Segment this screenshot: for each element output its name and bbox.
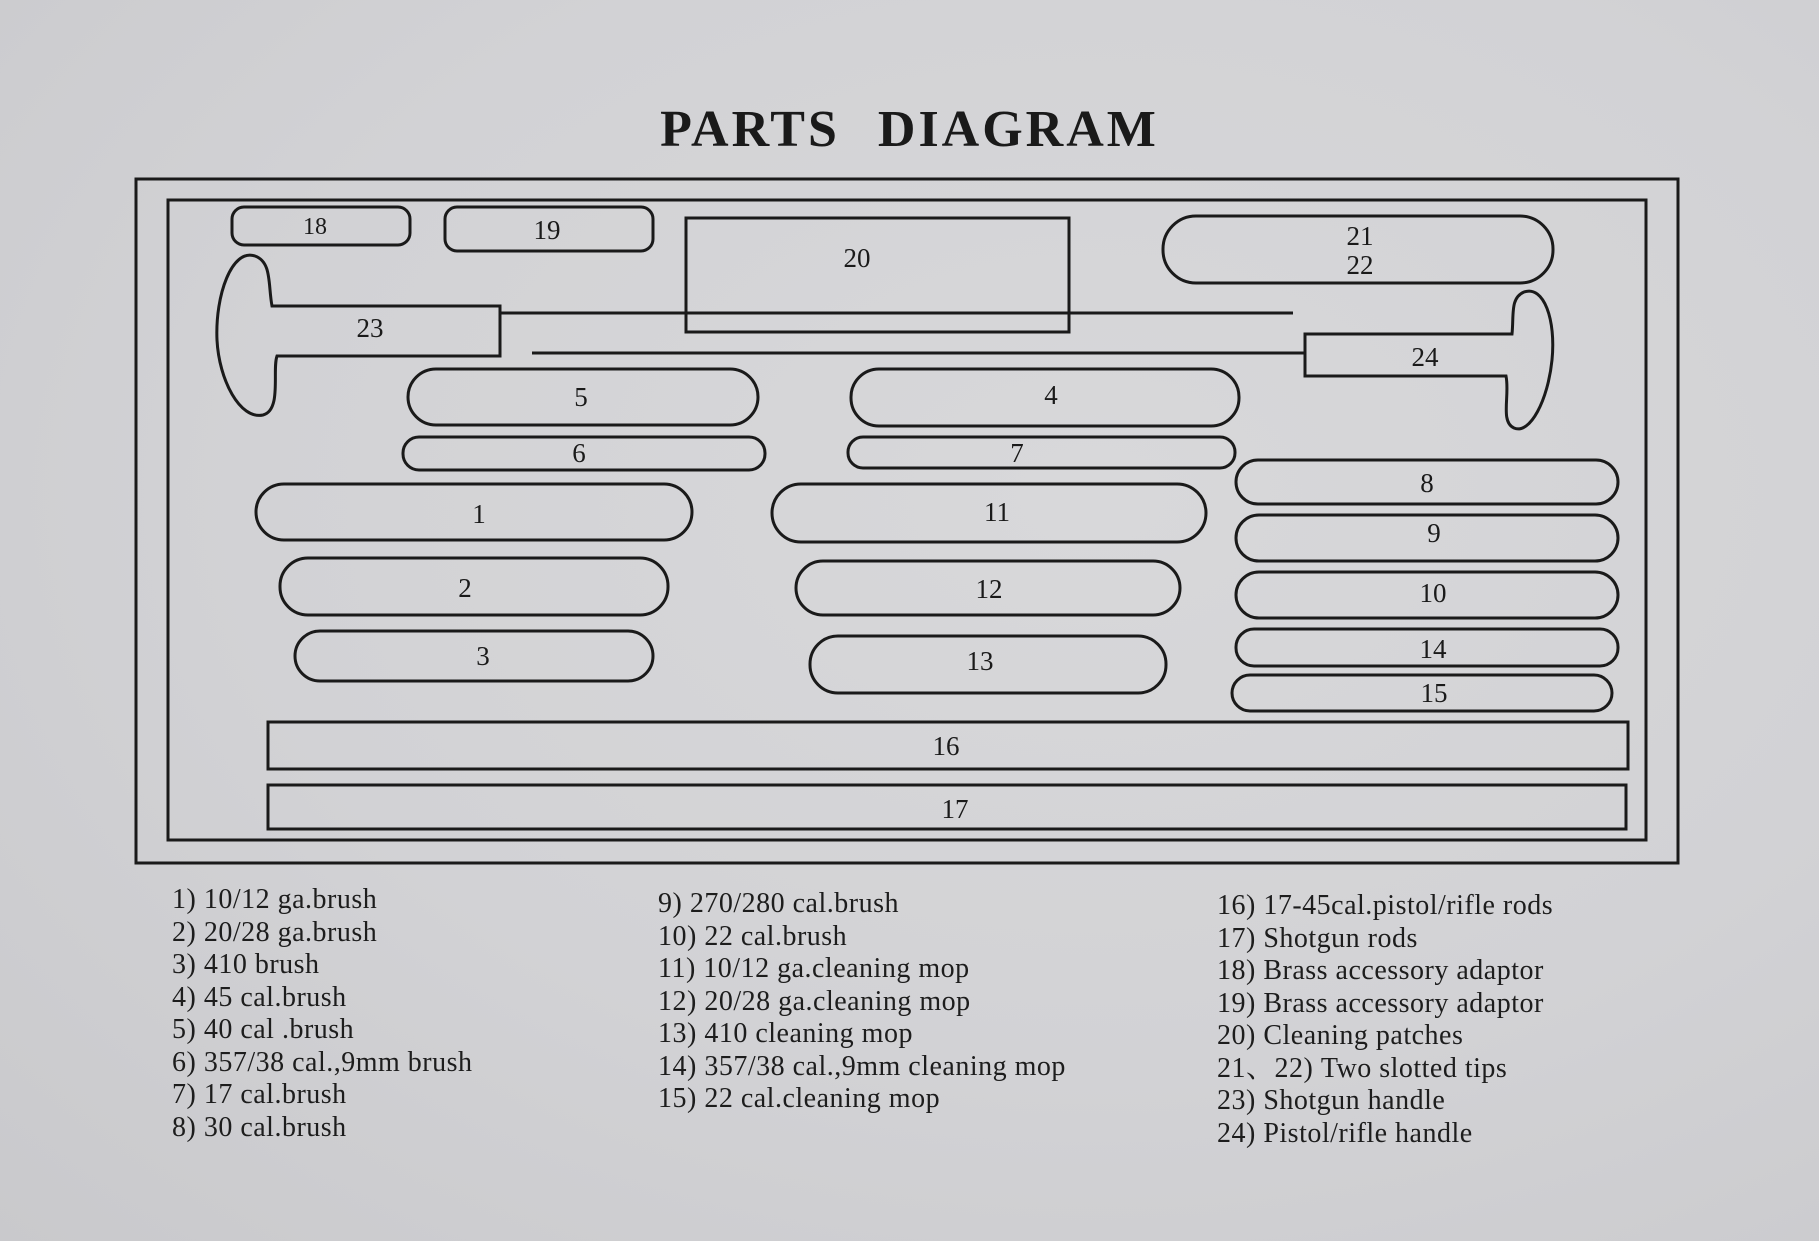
part-label-6: 6 (572, 438, 586, 468)
legend-item: 13) 410 cleaning mop (658, 1018, 913, 1049)
legend-item: 8) 30 cal.brush (172, 1111, 347, 1143)
diagram-title: PARTS DIAGRAM (660, 101, 1159, 158)
part-label-10: 10 (1419, 578, 1447, 608)
part-20-slot (686, 218, 1069, 332)
part-label-2: 2 (458, 573, 472, 603)
part-label-17: 17 (941, 794, 969, 824)
part-label-19: 19 (533, 215, 561, 245)
legend-item: 10) 22 cal.brush (658, 920, 848, 952)
legend-column-1 (172, 884, 473, 1144)
part-label-13: 13 (966, 646, 994, 676)
legend-item: 6) 357/38 cal.,9mm brush (172, 1046, 473, 1078)
part-label-18: 18 (303, 214, 327, 240)
part-label-20: 20 (843, 243, 871, 273)
legend-column-3 (1217, 890, 1553, 1150)
legend-item: 1) 10/12 ga.brush (172, 884, 378, 915)
part-label-8: 8 (1420, 468, 1434, 498)
legend-item: 7) 17 cal.brush (172, 1079, 347, 1110)
part-label-23: 23 (356, 313, 384, 343)
inner-frame (168, 200, 1646, 840)
part-label-14: 14 (1419, 634, 1447, 664)
legend-item: 2) 20/28 ga.brush (172, 916, 378, 948)
part-label-16: 16 (932, 731, 960, 761)
legend-item: 19) Brass accessory adaptor (1217, 987, 1544, 1019)
part-7-slot (848, 437, 1235, 468)
part-label-4: 4 (1044, 380, 1058, 410)
legend-item: 20) Cleaning patches (1217, 1020, 1464, 1051)
legend-item: 9) 270/280 cal.brush (658, 888, 899, 919)
part-label-3: 3 (476, 641, 490, 671)
part-2-slot (280, 558, 668, 615)
legend-item: 15) 22 cal.cleaning mop (658, 1083, 941, 1114)
legend-column-2 (658, 888, 1066, 1116)
part-3-slot (295, 631, 653, 681)
legend-item: 21、22) Two slotted tips (1217, 1052, 1508, 1084)
legend-item: 12) 20/28 ga.cleaning mop (658, 985, 971, 1017)
part-label-5: 5 (574, 382, 588, 412)
legend-item: 11) 10/12 ga.cleaning mop (658, 953, 970, 984)
part-label-24: 24 (1411, 342, 1439, 372)
part-label-21: 21 (1346, 221, 1374, 251)
part-label-1: 1 (472, 499, 486, 529)
legend-item: 5) 40 cal .brush (172, 1014, 355, 1045)
legend-item: 18) Brass accessory adaptor (1217, 955, 1544, 986)
part-label-22: 22 (1346, 250, 1374, 280)
legend-item: 17) Shotgun rods (1217, 922, 1418, 954)
legend-item: 14) 357/38 cal.,9mm cleaning mop (658, 1050, 1066, 1082)
legend-item: 3) 410 brush (172, 949, 320, 980)
legend-item: 4) 45 cal.brush (172, 981, 347, 1013)
part-label-7: 7 (1010, 438, 1024, 468)
legend-item: 16) 17-45cal.pistol/rifle rods (1217, 890, 1554, 921)
legend-item: 24) Pistol/rifle handle (1217, 1117, 1473, 1149)
part-label-9: 9 (1427, 518, 1441, 548)
part-label-15: 15 (1420, 678, 1448, 708)
part-label-11: 11 (984, 497, 1010, 527)
legend-item: 23) Shotgun handle (1217, 1085, 1446, 1116)
part-label-12: 12 (975, 574, 1003, 604)
